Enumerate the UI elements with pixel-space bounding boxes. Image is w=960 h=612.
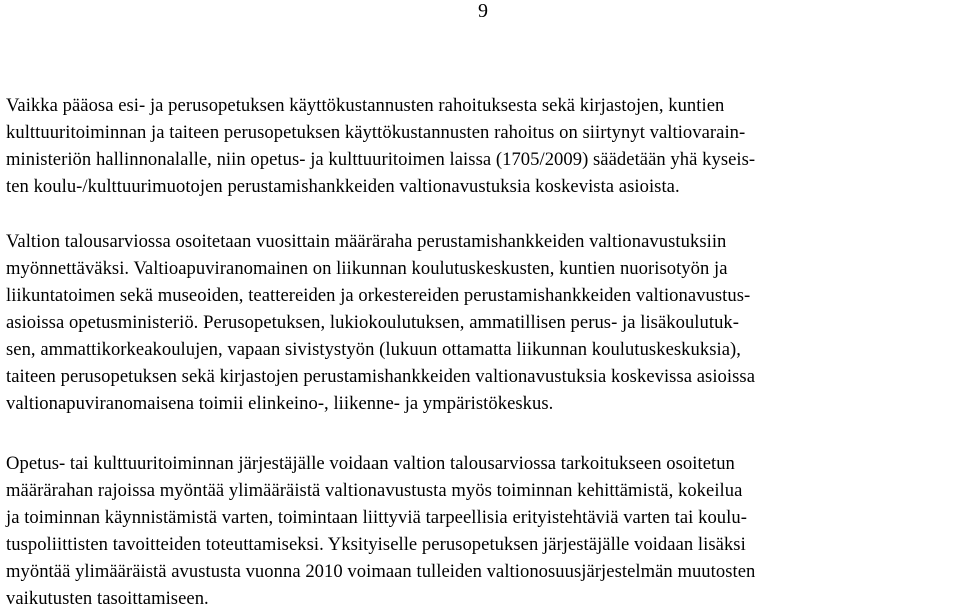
- paragraph-2-line-4: asioissa opetusministeriö. Perusopetuksen, lukiokoulutuksen, ammatillisen perus- ja lisäkoulutuk-: [6, 312, 740, 333]
- paragraph-1-line-3: ministeriön hallinnonalalle, niin opetus- ja kulttuuritoimen laissa (1705/2009) säädetään yhä kyseis-: [6, 149, 756, 170]
- paragraph-3-line-4: tuspoliittisten tavoitteiden toteuttamiseksi. Yksityiselle perusopetuksen järjestäjälle voidaan lisäksi: [6, 534, 746, 555]
- paragraph-2-line-7: valtionapuviranomaisena toimii elinkeino-, liikenne- ja ympäristökeskus.: [6, 393, 554, 414]
- paragraph-1-line-4: ten koulu-/kulttuurimuotojen perustamishankkeiden valtionavustuksia koskevista asioista.: [6, 176, 680, 197]
- paragraph-2-line-1: Valtion talousarviossa osoitetaan vuosittain määräraha perustamishankkeiden valtionavustuksiin: [6, 231, 727, 252]
- paragraph-3-line-5: myöntää ylimääräistä avustusta vuonna 2010 voimaan tulleiden valtionosuusjärjestelmän muutosten: [6, 561, 756, 582]
- paragraph-3-line-6: vaikutusten tasoittamiseen.: [6, 588, 209, 609]
- paragraph-2-line-6: taiteen perusopetuksen sekä kirjastojen perustamishankkeiden valtionavustuksia koskevissa asioissa: [6, 366, 755, 387]
- paragraph-3-line-3: ja toiminnan käynnistämistä varten, toimintaan liittyviä tarpeellisia erityistehtäviä varten tai koulu-: [6, 507, 747, 528]
- paragraph-3-line-1: Opetus- tai kulttuuritoiminnan järjestäjälle voidaan valtion talousarviossa tarkoitukseen osoitetun: [6, 453, 735, 474]
- paragraph-1-line-2: kulttuuritoiminnan ja taiteen perusopetuksen käyttökustannusten rahoitus on siirtynyt valtiovarain-: [6, 122, 746, 143]
- page-number-text: 9: [478, 0, 488, 22]
- paragraph-3-line-2: määrärahan rajoissa myöntää ylimääräistä valtionavustusta myös toiminnan kehittämistä, kokeilua: [6, 480, 743, 501]
- paragraph-2-line-3: liikuntatoimen sekä museoiden, teattereiden ja orkestereiden perustamishankkeiden valtionavustus-: [6, 285, 751, 306]
- page-number: [0, 0, 960, 22]
- paragraph-2-line-5: sen, ammattikorkeakoulujen, vapaan sivistystyön (lukuun ottamatta liikunnan koulutuskeskuksia),: [6, 339, 741, 360]
- paragraph-1-line-1: Vaikka pääosa esi- ja perusopetuksen käyttökustannusten rahoituksesta sekä kirjastojen, kuntien: [6, 95, 725, 116]
- paragraph-2-line-2: myönnettäväksi. Valtioapuviranomainen on liikunnan koulutuskeskusten, kuntien nuorisotyön ja: [6, 258, 728, 279]
